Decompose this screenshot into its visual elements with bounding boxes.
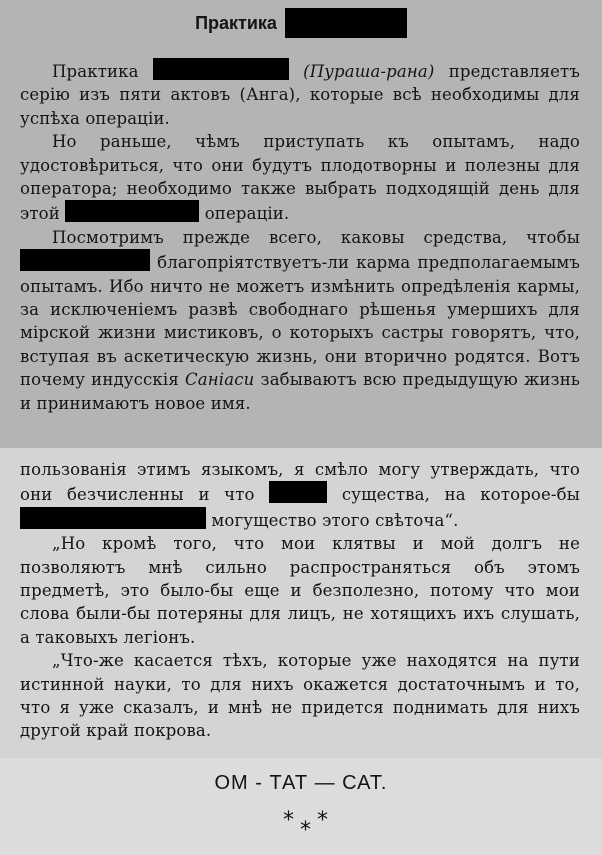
asterisk: * <box>317 808 328 833</box>
paragraph: „Но кромѣ того, что мои клятвы и мой долгъ не позволяютъ мнѣ сильно распространяться объ этомъ предметѣ, это было-бы еще и безполезно, потому что мои слова были-бы потеряны для лицъ, не хотящихъ ихъ слушать, а таковыхъ легіонъ. <box>20 534 580 647</box>
text-run: благопріятствуетъ-ли карма предполагаемымъ опытамъ. Ибо ничто не можетъ измѣнить опредѣленія кармы, за исключеніемъ развѣ свободнаго рѣшенья умершихъ для мірской жизни мистиковъ, о которыхъ састры говорятъ, что, вступая въ аскетическую жизнь, они вторично родятся. Вотъ почему индусскія <box>20 253 580 390</box>
redaction-bar <box>20 249 150 271</box>
page-title-text: Практика <box>195 13 277 33</box>
text-run: существа, на которое-бы <box>341 485 581 505</box>
redaction-bar <box>269 481 327 503</box>
paragraph <box>20 458 580 532</box>
text-run: Посмотримъ прежде всего, каковы средства, чтобы <box>52 227 580 247</box>
text-run: могущество этого свѣточа“. <box>211 510 459 530</box>
paragraph: „Что-же касается тѣхъ, которые уже находятся на пути истинной науки, то для нихъ окажется достаточнымъ и то, что я уже сказалъ, и мнѣ не придется поднимать для нихъ другой край покрова. <box>20 651 580 741</box>
paragraph <box>20 58 580 130</box>
paragraph <box>20 130 580 226</box>
asterisk: * <box>300 818 311 843</box>
text-run: забываютъ всю предыдущую жизнь и принимаютъ новое имя. <box>20 370 580 413</box>
text-run: представляетъ серію изъ пяти актовъ (Анга), которые всѣ необходимы для успѣха операціи. <box>20 62 580 128</box>
asterism <box>0 808 602 848</box>
text-run: пользованія этимъ языкомъ, я смѣло могу утверждать, что они безчисленны и что <box>20 460 580 505</box>
italic-term: Саніаси <box>185 370 255 390</box>
paragraph <box>20 226 580 415</box>
redaction-bar <box>153 58 289 80</box>
section-quotation <box>20 458 580 743</box>
italic-term: (Пураша-рана) <box>303 62 435 81</box>
closing-mantra: ОМ - ТАТ — САТ. <box>214 772 388 794</box>
redaction-bar <box>285 8 407 38</box>
text-run: Практика <box>52 62 139 81</box>
page-title <box>0 8 602 38</box>
redaction-bar <box>65 200 199 222</box>
text-run: операціи. <box>204 204 290 224</box>
section-practice <box>20 58 580 415</box>
asterisk: * <box>283 808 294 833</box>
redaction-bar <box>20 507 206 529</box>
text-run: Но раньше, чѣмъ приступать къ опытамъ, надо удостовѣриться, что они будутъ плодотворны и полезны для оператора; необходимо также выбрать подходящій день для этой <box>20 132 580 224</box>
